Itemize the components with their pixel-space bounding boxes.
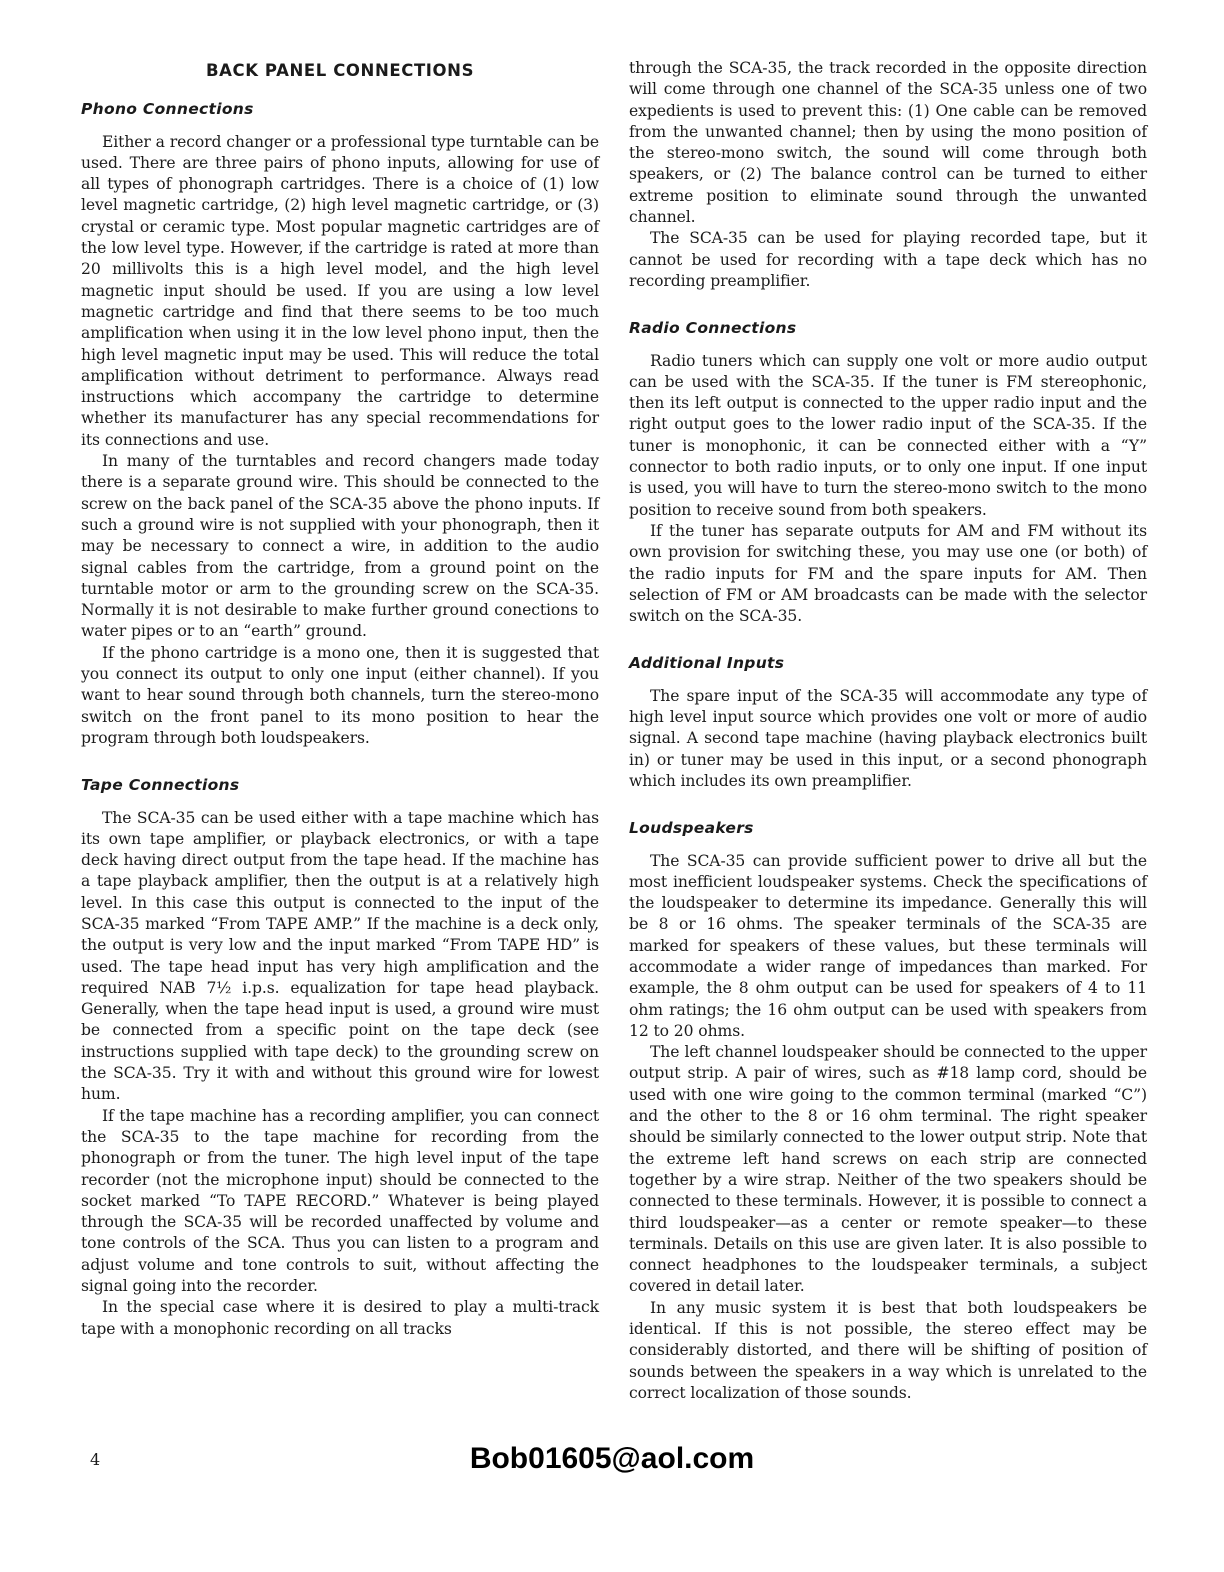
footer-email: Bob01605@aol.com bbox=[469, 1442, 755, 1475]
spacer bbox=[629, 792, 1147, 818]
loudspeakers-heading: Loudspeakers bbox=[629, 819, 754, 838]
section-title: BACK PANEL CONNECTIONS bbox=[205, 61, 475, 80]
loudspeakers-paragraph: In any music system it is best that both loudspeakers be identical. If this is not possible, the stereo effect may be considerably distorted, and there will be shifting of position of sounds between the speakers in a way which is unrelated to the correct localization of those sounds. bbox=[629, 1298, 1147, 1402]
spacer bbox=[629, 292, 1147, 318]
additional-inputs-paragraph: The spare input of the SCA-35 will accommodate any type of high level input source which provides one volt or more of audio signal. A second tape machine (having playback electronics built in) or tuner may be used in this input, or a second phonograph which includes its own preamplifier. bbox=[629, 686, 1147, 790]
radio-paragraph: Radio tuners which can supply one volt or more audio output can be used with the SCA-35. If the tuner is FM stereophonic, then its left output is connected to the upper radio input and the right output goes to the lower radio input of the SCA-35. If the tuner is monophonic, it can be connected either with a “Y” connector to both radio inputs, or to only one input. If one input is used, you will have to turn the stereo-mono switch to the mono position to receive sound from both speakers. bbox=[629, 351, 1147, 519]
spacer bbox=[629, 627, 1147, 653]
radio-paragraph: If the tuner has separate outputs for AM and FM without its own provision for switching these, you may use one (or both) of the radio inputs for FM and the spare inputs for AM. Then selection of FM or AM broadcasts can be made with the selector switch on the SCA-35. bbox=[629, 521, 1147, 626]
tape-continued-paragraph: The SCA-35 can be used for playing recorded tape, but it cannot be used for recording with a tape deck which has no recording preamplifier. bbox=[629, 229, 1147, 290]
page-number: 4 bbox=[90, 1450, 101, 1469]
tape-continued-paragraph: through the SCA-35, the track recorded in the opposite direction will come through one channel of the SCA-35 unless one of two expedients is used to prevent this: (1) One cable can be removed from the unwanted channel; then by using the mono position of the stereo-mono switch, the sound will come through both speakers, or (2) The balance control can be turned to either extreme position to eliminate sound through the unwanted channel. bbox=[629, 59, 1147, 227]
left-column bbox=[81, 60, 599, 1340]
phono-paragraph: If the phono cartridge is a mono one, then it is suggested that you connect its output to only one input (either channel). If you want to hear sound through both channels, turn the stereo-mono switch on the front panel to its mono position to hear the program through both loudspeakers. bbox=[81, 643, 599, 747]
additional-inputs-heading: Additional Inputs bbox=[629, 654, 785, 673]
phono-heading: Phono Connections bbox=[81, 100, 254, 119]
tape-paragraph: The SCA-35 can be used either with a tape machine which has its own tape amplifier, or playback electronics, or with a tape deck having direct output from the tape head. If the machine has a tape playback amplifier, then the output is at a relatively high level. In this case this output is connected to the input of the SCA-35 marked “From TAPE AMP.” If the machine is a deck only, the output is very low and the input marked “From TAPE HD” is used. The tape head input has very high amplification and the required NAB 7½ i.p.s. equalization for tape head playback. Generally, when the tape head input is used, a ground wire must be connected from a specific point on the tape deck (see instructions supplied with tape deck) to the grounding screw on the SCA-35. Try it with and without this ground wire for lowest hum. bbox=[81, 808, 599, 1104]
tape-paragraph: If the tape machine has a recording amplifier, you can connect the SCA-35 to the tape machine for recording from the phonograph or from the tuner. The high level input of the tape recorder (not the microphone input) should be connected to the socket marked “To TAPE RECORD.” Whatever is being played through the SCA-35 will be recorded unaffected by volume and tone controls of the SCA. Thus you can listen to a program and adjust volume and tone controls to suit, without affecting the signal going into the recorder. bbox=[81, 1106, 599, 1296]
right-column bbox=[629, 58, 1147, 1404]
phono-paragraph: Either a record changer or a professional type turntable can be used. There are three pairs of phono inputs, allowing for use of all types of phonograph cartridges. There is a choice of (1) low level magnetic cartridge, (2) high level magnetic cartridge, or (3) crystal or ceramic type. Most popular magnetic cartridges are of the low level type. However, if the cartridge is rated at more than 20 millivolts this is a high level model, and the high level magnetic input should be used. If you are using a low level magnetic cartridge and find that there seems to be too much amplification when using it in the low level phono input, then the high level magnetic input may be used. This will reduce the total amplification without detriment to performance. Always read instructions which accompany the cartridge to determine whether its manufacturer has any special recommendations for its connections and use. bbox=[81, 132, 599, 449]
loudspeakers-paragraph: The SCA-35 can provide sufficient power to drive all but the most inefficient loudspeaker systems. Check the specifications of the loudspeaker to determine its impedance. Generally this will be 8 or 16 ohms. The speaker terminals of the SCA-35 are marked for speakers of these values, but these terminals will accommodate a wider range of impedances than marked. For example, the 8 ohm output can be used for speakers of 4 to 11 ohm ratings; the 16 ohm output can be used with speakers from 12 to 20 ohms. bbox=[629, 851, 1147, 1040]
phono-paragraph: In many of the turntables and record changers made today there is a separate ground wire. This should be connected to the screw on the back panel of the SCA-35 above the phono inputs. If such a ground wire is not supplied with your phonograph, then it may be necessary to connect a wire, in addition to the audio signal cables from the cartridge, from a ground point on the turntable motor or arm to the grounding screw on the SCA-35. Normally it is not desirable to make further ground conections to water pipes or to an “earth” ground. bbox=[81, 452, 599, 641]
tape-heading: Tape Connections bbox=[81, 776, 240, 795]
spacer bbox=[81, 749, 599, 775]
loudspeakers-paragraph: The left channel loudspeaker should be connected to the upper output strip. A pair of wires, such as #18 lamp cord, should be used with one wire going to the common terminal (marked “C”) and the other to the 8 or 16 ohm terminal. The right speaker should be similarly connected to the lower output strip. Note that the extreme left hand screws on each strip are connected together by a wire strap. Neither of the two speakers should be connected to these terminals. However, it is possible to connect a third loudspeaker—as a center or remote speaker—to these terminals. Details on this use are given later. It is also possible to connect headphones to the loudspeaker terminals, a subject covered in detail later. bbox=[629, 1043, 1147, 1296]
tape-paragraph: In the special case where it is desired to play a multi-track tape with a monophonic recording on all tracks bbox=[81, 1298, 599, 1338]
radio-heading: Radio Connections bbox=[629, 319, 797, 338]
